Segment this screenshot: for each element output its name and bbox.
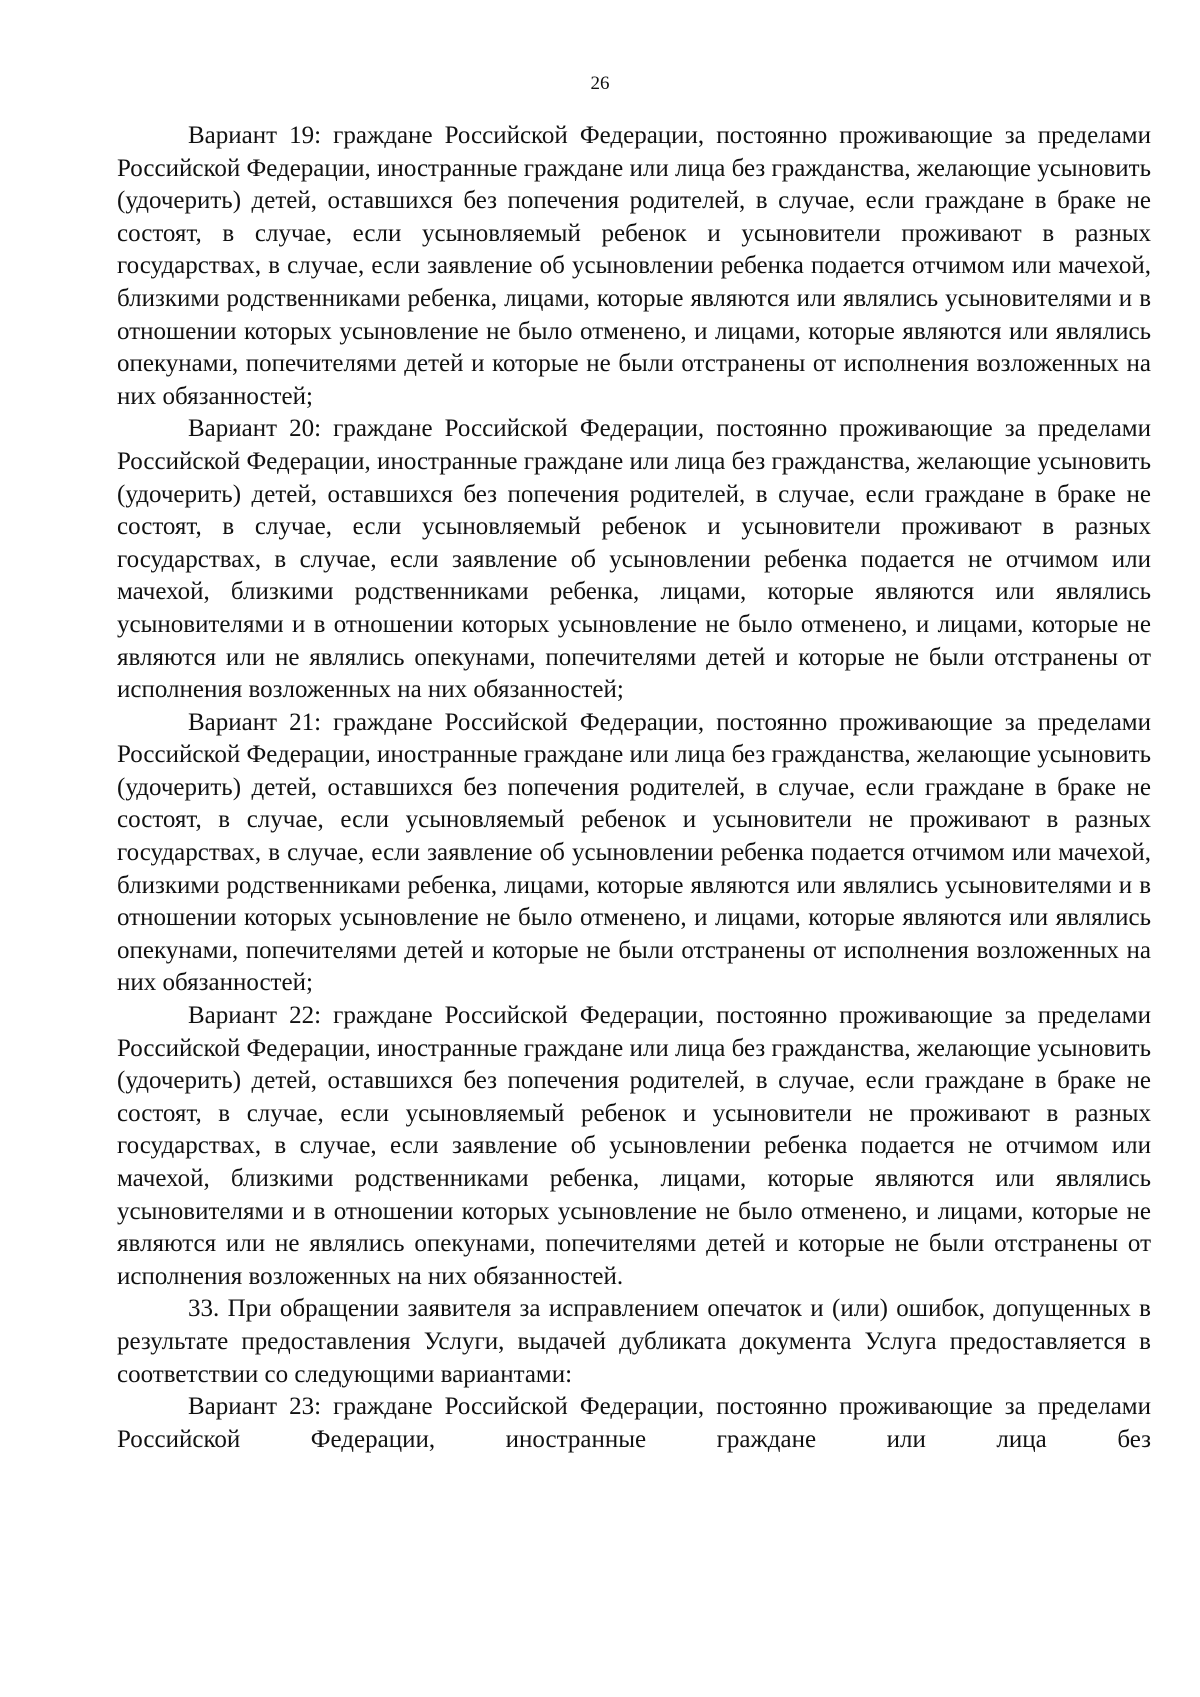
paragraph-variant-19: Вариант 19: граждане Российской Федерации, постоянно проживающие за пределами Российской Федерации, иностранные граждане или лица без гражданства, желающие усыновить (удочерить) детей, оставшихся без попечения родителей, в случае, если граждане в браке не состоят, в случае, если усыновляемый ребенок и усыновители проживают в разных государствах, в случае, если заявление об усыновлении ребенка подается отчимом или мачехой, близкими родственниками ребенка, лицами, которые являются или являлись усыновителями и в отношении которых усыновление не было отменено, и лицами, которые являются или являлись опекунами, попечителями детей и которые не были отстранены от исполнения возложенных на них обязанностей; — [117, 122, 1151, 410]
paragraph-variant-21: Вариант 21: граждане Российской Федерации, постоянно проживающие за пределами Российской Федерации, иностранные граждане или лица без гражданства, желающие усыновить (удочерить) детей, оставшихся без попечения родителей, в случае, если граждане в браке не состоят, в случае, если усыновляемый ребенок и усыновители не проживают в разных государствах, в случае, если заявление об усыновлении ребенка подается отчимом или мачехой, близкими родственниками ребенка, лицами, которые являются или являлись усыновителями и в отношении которых усыновление не было отменено, и лицами, которые являются или являлись опекунами, попечителями детей и которые не были отстранены от исполнения возложенных на них обязанностей; — [117, 708, 1151, 997]
document-body — [117, 120, 1151, 1456]
paragraph-variant-20: Вариант 20: граждане Российской Федерации, постоянно проживающие за пределами Российской Федерации, иностранные граждане или лица без гражданства, желающие усыновить (удочерить) детей, оставшихся без попечения родителей, в случае, если граждане в браке не состоят, в случае, если усыновляемый ребенок и усыновители проживают в разных государствах, в случае, если заявление об усыновлении ребенка подается не отчимом или мачехой, близкими родственниками ребенка, лицами, которые являются или являлись усыновителями и в отношении которых усыновление не было отменено, и лицами, которые не являются или не являлись опекунами, попечителями детей и которые не были отстранены от исполнения возложенных на них обязанностей; — [117, 415, 1151, 704]
page-number: 26 — [590, 73, 610, 94]
paragraph-variant-22: Вариант 22: граждане Российской Федерации, постоянно проживающие за пределами Российской Федерации, иностранные граждане или лица без гражданства, желающие усыновить (удочерить) детей, оставшихся без попечения родителей, в случае, если граждане в браке не состоят, в случае, если усыновляемый ребенок и усыновители не проживают в разных государствах, в случае, если заявление об усыновлении ребенка подается не отчимом или мачехой, близкими родственниками ребенка, лицами, которые являются или являлись усыновителями и в отношении которых усыновление не было отменено, и лицами, которые не являются или не являлись опекунами, попечителями детей и которые не были отстранены от исполнения возложенных на них обязанностей. — [117, 1002, 1151, 1290]
paragraph-variant-23: Вариант 23: граждане Российской Федерации, постоянно проживающие за пределами Российской Федерации, иностранные граждане или лица без — [117, 1393, 1151, 1453]
paragraph-item-33: 33. При обращении заявителя за исправлением опечаток и (или) ошибок, допущенных в результате предоставления Услуги, выдачей дубликата документа Услуга предоставляется в соответствии со следующими вариантами: — [117, 1295, 1151, 1388]
